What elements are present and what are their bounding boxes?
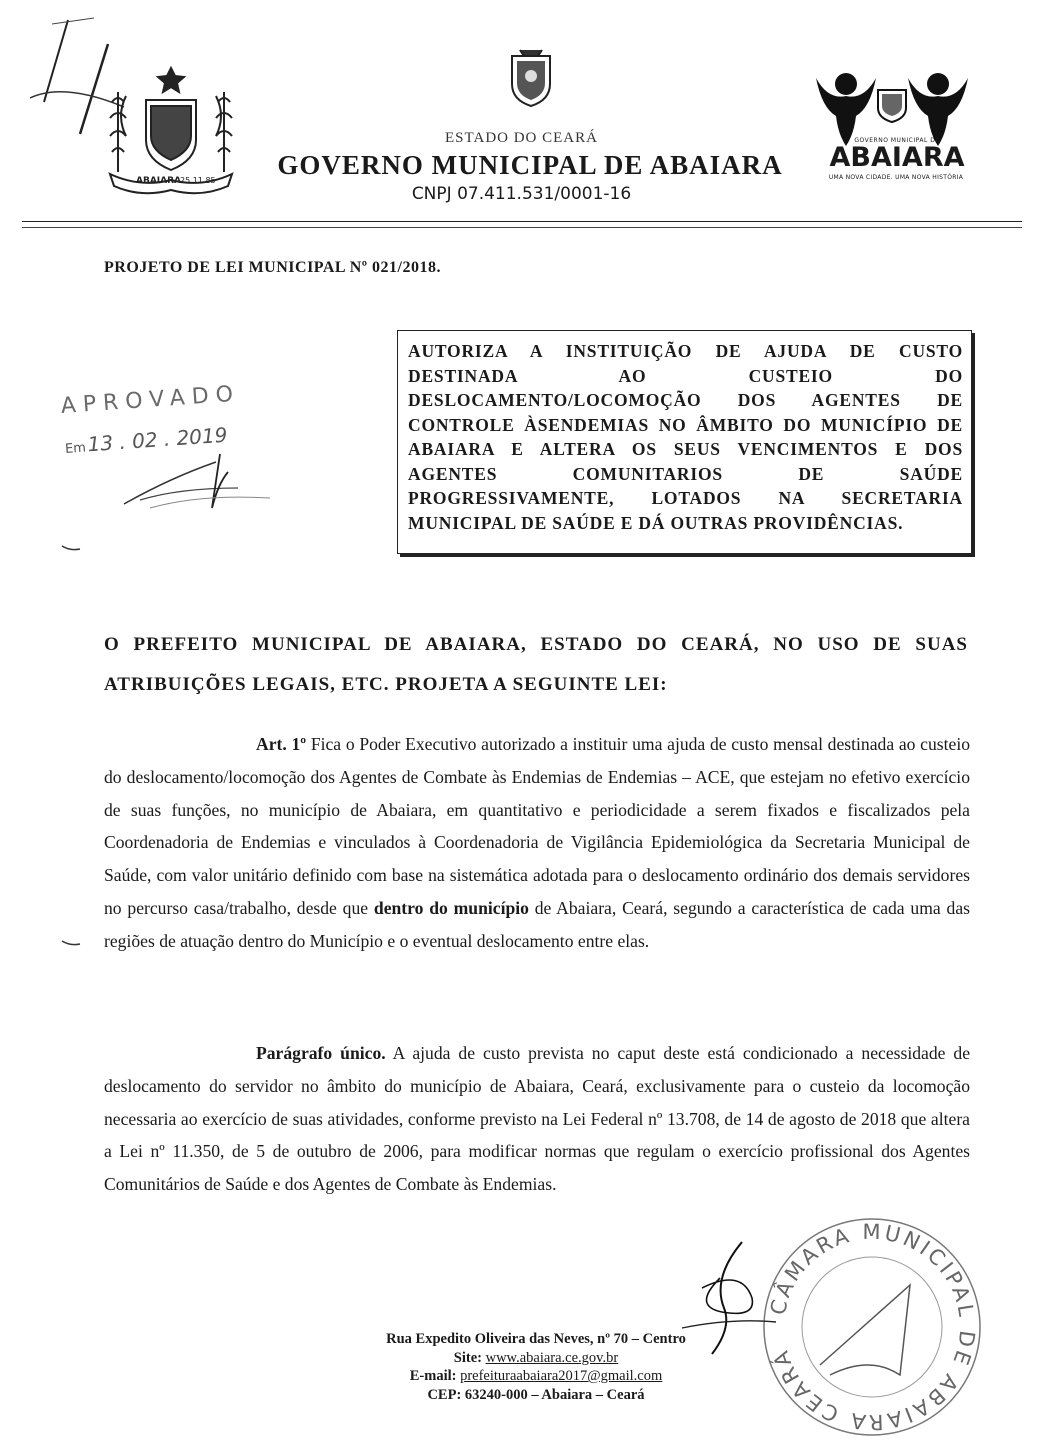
article-1-text-a: Fica o Poder Executivo autorizado a instituir uma ajuda de custo mensal destinada ao custeio do deslocamento/locomoção dos Agentes de Combate às Endemias de Endemias – ACE, que estejam no efetivo exercício de suas funções, no município de Abaiara, em quantitativo e periodicidade a serem fixados e fiscalizados pela Coordenadoria de Endemias e vinculados à Coordenadoria de Vigilância Epidemiológica da Secretaria Municipal de Saúde, com valor unitário definido com base na sistemática adotada para o deslocamento ordinário dos demais servidores no percurso casa/trabalho, desde que [104, 734, 971, 918]
council-seal [760, 1215, 985, 1440]
government-name: GOVERNO MUNICIPAL DE ABAIARA [277, 150, 783, 180]
summary-text: AUTORIZA A INSTITUIÇÃO DE AJUDA DE CUSTO DESTINADA AO CUSTEIO DO DESLOCAMENTO/LOCOMOÇÃO DOS AGENTES DE CONTROLE ÀSENDEMIAS NO ÂMBITO DO MUNICÍPIO DE ABAIARA E ALTERA OS SEUS VENCIMENTOS E DOS AGENTES COMUNITARIOS DE SAÚDE PROGRESSIVAMENTE, LOTADOS NA SECRETARIA MUNICIPAL DE SAÚDE E DÁ OUTRAS PROVIDÊNCIAS. [408, 341, 963, 533]
sole-paragraph-label: Parágrafo único. [256, 1043, 386, 1063]
logo-slogan: UMA NOVA CIDADE. UMA NOVA HISTÓRIA [828, 174, 964, 181]
summary-box [397, 330, 972, 554]
sole-paragraph [104, 1037, 970, 1201]
svg-text:CÂMARA MUNICIPAL DE ABAIARA CE [766, 1220, 980, 1434]
crest-ribbon-left: ABAIARA [136, 176, 181, 186]
article-1-emphasis: dentro do município [373, 897, 529, 918]
preamble: O PREFEITO MUNICIPAL DE ABAIARA, ESTADO DO CEARÁ, NO USO DE SUAS ATRIBUIÇÕES LEGAIS, ETC. PROJETA A SEGUINTE LEI: [104, 634, 968, 695]
header-rule-bottom [22, 227, 1022, 228]
article-1-text-b: de Abaiara, Ceará, segundo a característica de cada uma das regiões de atuação dentro do Município e o eventual deslocamento entre elas. [104, 897, 970, 951]
logo-name: ABAIARA [829, 142, 965, 173]
cnpj-number: CNPJ 07.411.531/0001-16 [411, 184, 632, 204]
article-1 [104, 728, 970, 958]
footer-site-label: Site: [453, 1349, 482, 1366]
margin-mark-icon [60, 543, 82, 553]
sole-paragraph-text: A ajuda de custo prevista no caput deste está condicionado a necessidade de deslocamento do servidor no âmbito do município de Abaiara, Ceará, exclusivamente para o custeio da locomoção necessaria ao exercício de suas atividades, conforme previsto na Lei Federal nº 13.708, de 14 de agosto de 2018 que altera a Lei nº 11.350, de 5 de outubro de 2006, para modificar normas que regulam o exercício profissional dos Agentes Comunitários de Saúde e dos Agentes de Combate às Endemias. [104, 1043, 971, 1195]
state-name: ESTADO DO CEARÁ [445, 130, 598, 146]
stamp-signature-icon [120, 448, 280, 518]
bill-title: PROJETO DE LEI MUNICIPAL Nº 021/2018. [104, 259, 441, 276]
margin-mark-icon [60, 938, 82, 948]
footer-cep: CEP: 63240-000 – Abaiara – Ceará [427, 1386, 645, 1403]
footer-email-link[interactable]: prefeituraabaiara2017@gmail.com [460, 1368, 663, 1384]
header-rule-top [22, 221, 1022, 222]
footer-email-label: E-mail: [409, 1368, 457, 1384]
footer-contact [340, 1330, 732, 1404]
approval-stamp: APROVADO [60, 381, 241, 419]
state-coat-of-arms-icon [508, 48, 554, 110]
stamp-date-prefix: Em [64, 440, 87, 457]
crest-ribbon-right: 25.11.85 [180, 176, 216, 185]
article-1-label: Art. 1º [256, 734, 307, 754]
stamp-date-value: 13 . 02 . 2019 [86, 422, 229, 457]
footer-site-link[interactable]: www.abaiara.ce.gov.br [485, 1349, 619, 1366]
council-seal-text: CÂMARA MUNICIPAL DE ABAIARA CEARÁ [765, 1219, 980, 1435]
footer-address: Rua Expedito Oliveira das Neves, nº 70 – Centro [386, 1331, 686, 1347]
logo-top-line: GOVERNO MUNICIPAL DE [854, 137, 940, 144]
